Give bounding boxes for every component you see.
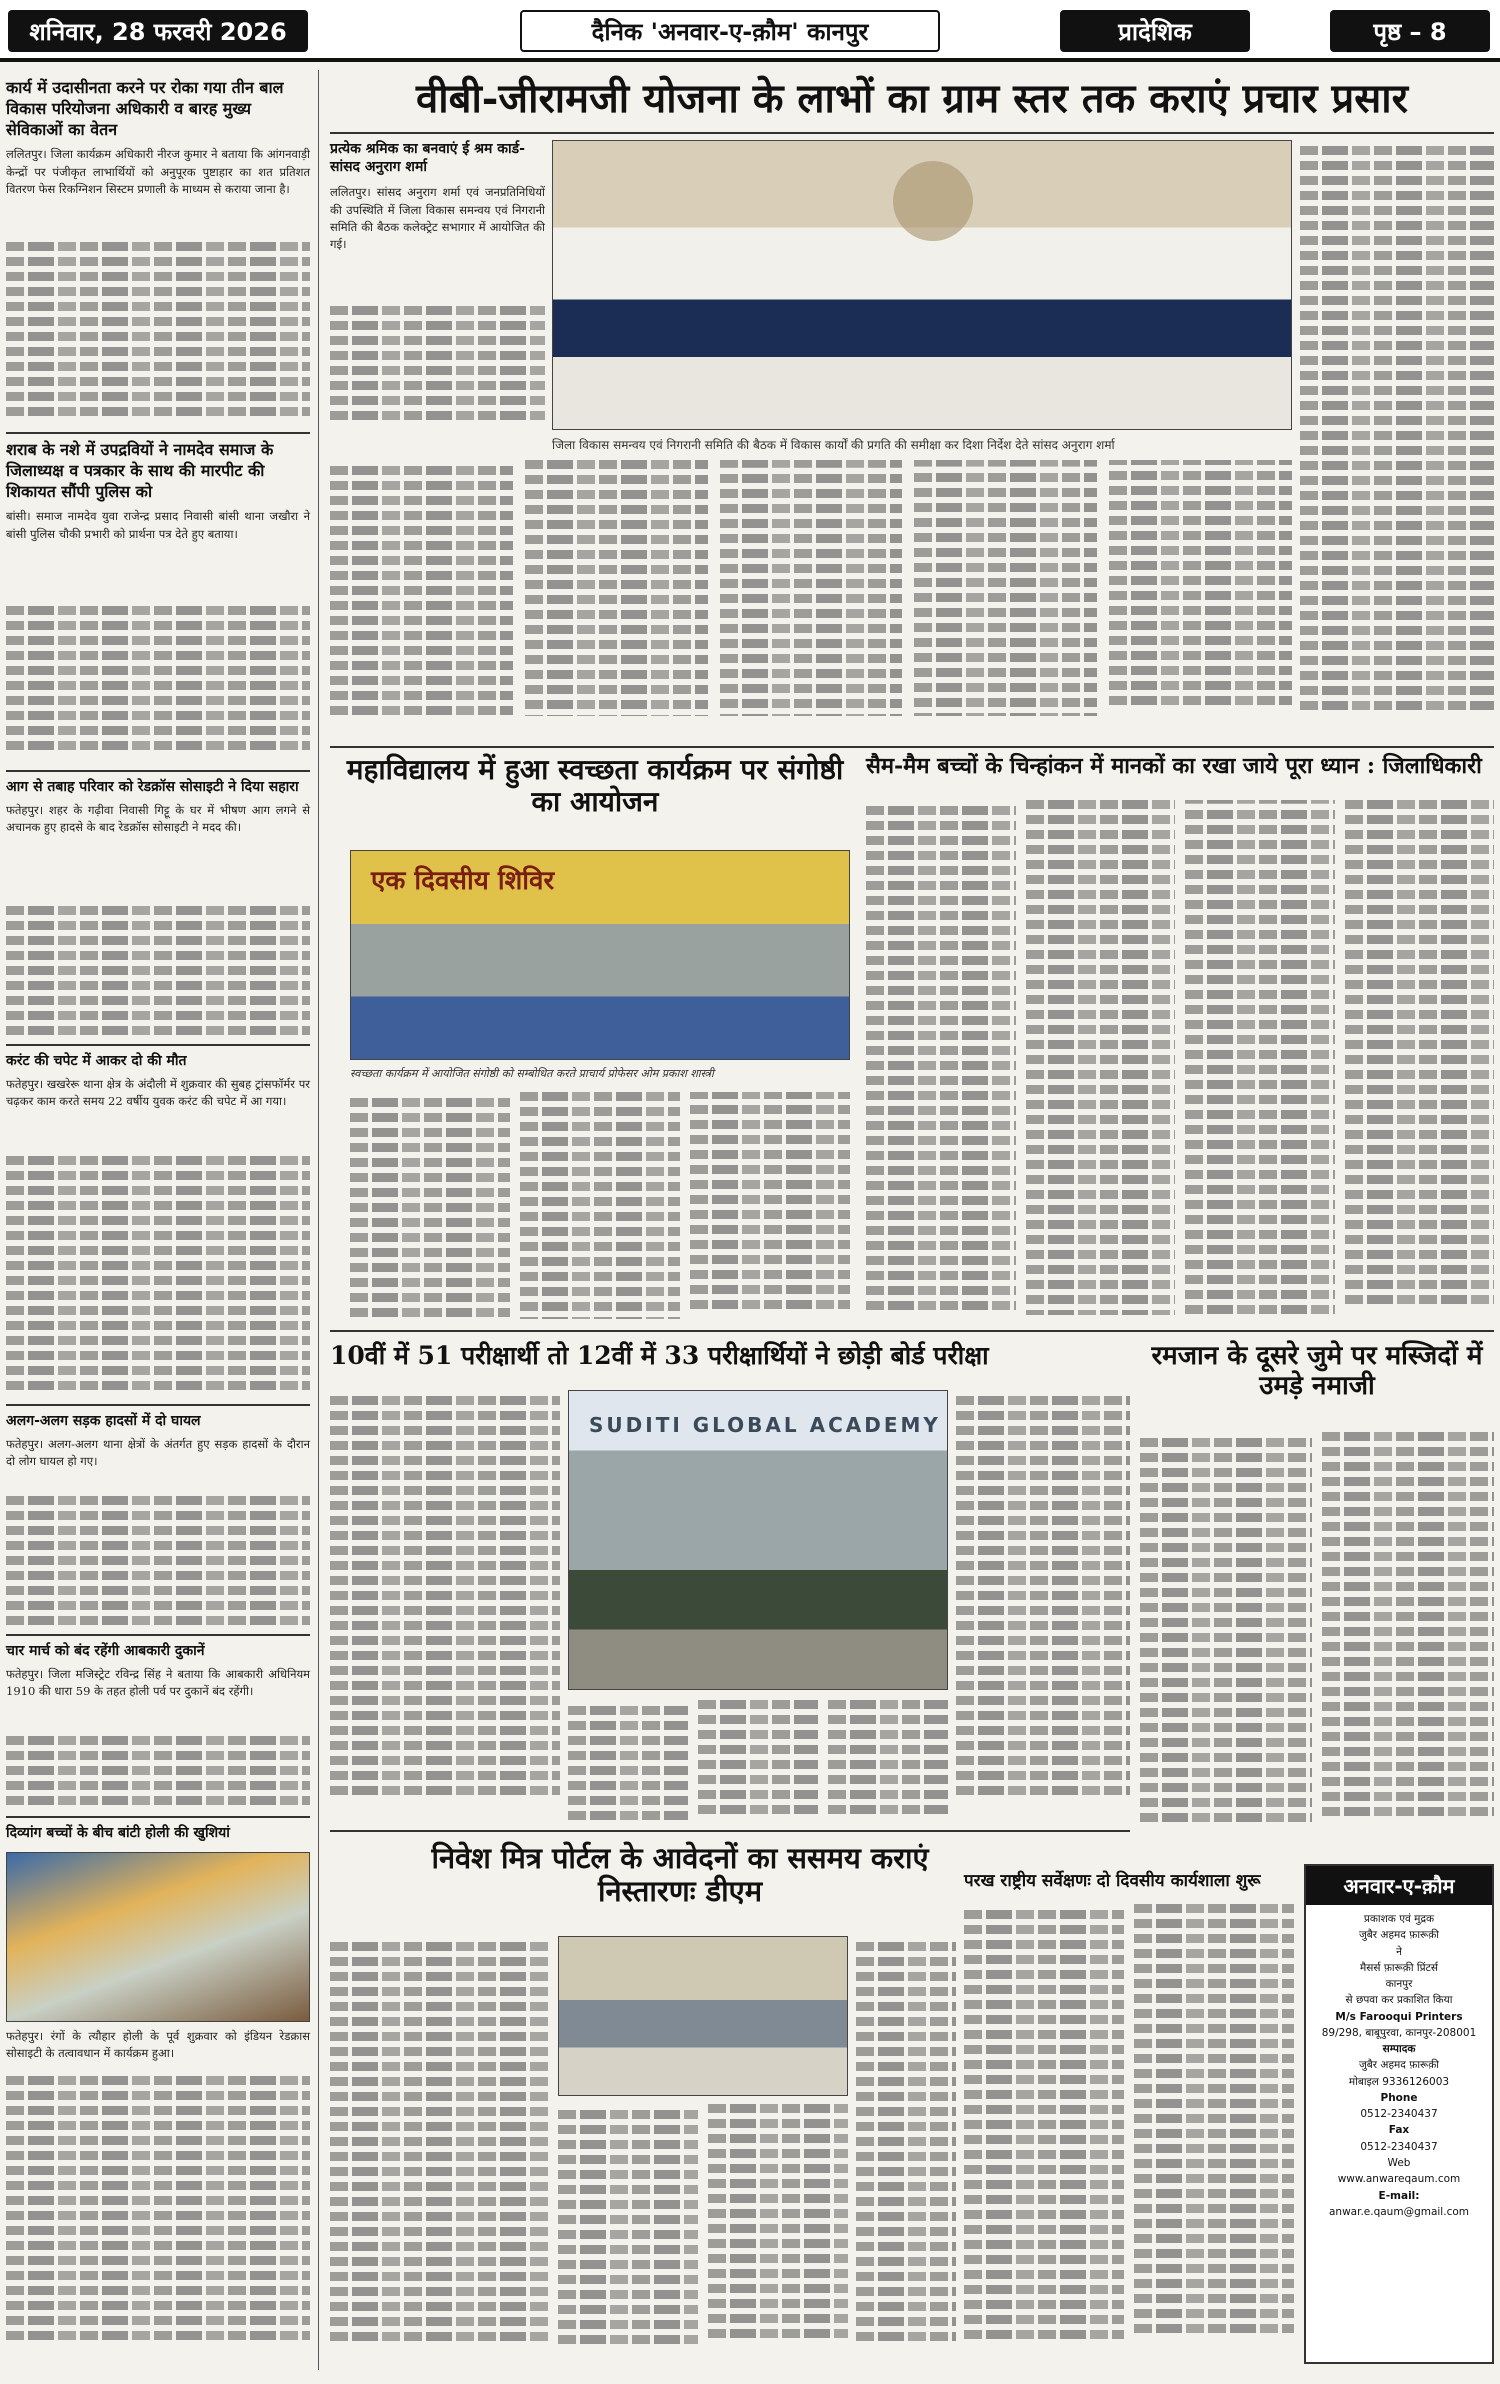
exam-headline: 10वीं में 51 परीक्षार्थी तो 12वीं में 33 परीक्षार्थियों ने छोड़ी बोर्ड परीक्षा — [330, 1341, 989, 1370]
imprint-line: जुबैर अहमद फ़ारूक़ी — [1359, 2059, 1439, 2072]
left-story-3 — [6, 778, 310, 837]
divider — [6, 1044, 310, 1046]
left-story-7-body — [6, 2070, 310, 2360]
parakh-headline: परख राष्ट्रीय सर्वेक्षणः दो दिवसीय कार्यशाला शुरू — [964, 1871, 1261, 1891]
exam-photo — [568, 1390, 948, 1690]
lead-photo — [552, 140, 1292, 430]
imprint-line: Phone — [1380, 2091, 1418, 2104]
college-banner: एक दिवसीय शिविर — [371, 866, 555, 896]
imprint-line: मोबाइल 9336126003 — [1348, 2075, 1450, 2088]
left-story-1-text: ललितपुर। जिला कार्यक्रम अधिकारी नीरज कुमार ने बताया कि आंगनवाड़ी केन्द्रों पर पंजीकृत लाभार्थियों को अनुपूरक पुष्टाहार का शत प्रतिशत वितरण फेस रिकग्निशन सिस्टम प्रणाली के माध्यम से कराया जाना है। — [6, 147, 310, 196]
imprint-box — [1304, 1864, 1494, 2364]
exam-body-below — [568, 1700, 948, 1820]
imprint-title: अनवार-ए-क़ौम — [1306, 1866, 1492, 1905]
divider — [330, 746, 1494, 748]
left-story-6 — [6, 1642, 310, 1701]
imprint-line: प्रकाशक एवं मुद्रक — [1363, 1913, 1435, 1925]
left-story-7-text: फतेहपुर। रंगों के त्यौहार होली के पूर्व शुक्रवार को इंडियन रेडक्रास सोसाइटी के तत्वावधान में कार्यक्रम हुआ। — [6, 2029, 310, 2061]
imprint-line: M/s Farooqui Printers — [1335, 2010, 1463, 2023]
divider — [6, 1816, 310, 1818]
school-sign: SUDITI GLOBAL ACADEMY — [589, 1413, 941, 1437]
left-story-6-headline: चार मार्च को बंद रहेंगी आबकारी दुकानें — [6, 1643, 205, 1659]
ramzan-body — [1140, 1432, 1494, 1852]
lead-body-col-right — [1300, 140, 1494, 740]
imprint-line: Fax — [1388, 2124, 1410, 2137]
left-story-7 — [6, 1824, 310, 1842]
ramzan-headline: रमजान के दूसरे जुमे पर मस्जिदों में उमड़े नमाजी — [1151, 1341, 1483, 1401]
left-story-1-body — [6, 236, 310, 426]
left-story-4 — [6, 1052, 310, 1111]
imprint-line: E-mail: — [1378, 2189, 1420, 2202]
imprint-line: Web — [1387, 2156, 1411, 2169]
lead-body-columns — [330, 460, 1292, 740]
masthead — [0, 0, 1500, 62]
divider — [6, 432, 310, 434]
imprint-line: ने — [1396, 1945, 1402, 1958]
nivesh-photo — [558, 1936, 848, 2096]
left-story-6-text: फतेहपुर। जिला मजिस्ट्रेट रविन्द्र सिंह ने बताया कि आबकारी अधिनियम 1910 की धारा 59 के तहत होली पर्व पर दुकानें बंद रहेंगी। — [6, 1667, 310, 1699]
college-headline: महाविद्यालय में हुआ स्वच्छता कार्यक्रम पर संगोष्ठी का आयोजन — [346, 753, 844, 819]
masthead-page: पृष्ठ – 8 — [1330, 10, 1490, 52]
left-story-5-body — [6, 1490, 310, 1630]
masthead-date: शनिवार, 28 फरवरी 2026 — [8, 10, 308, 52]
imprint-line: 89/298, बाबूपुरवा, कानपुर-208001 — [1321, 2026, 1477, 2039]
exam-body-right — [956, 1390, 1130, 1820]
masthead-paper: दैनिक 'अनवार-ए-क़ौम' कानपुर — [520, 10, 940, 52]
imprint-lines — [1306, 1905, 1492, 2226]
left-story-7-headline: दिव्यांग बच्चों के बीच बांटी होली की खुशियां — [6, 1825, 230, 1841]
lead-intro: ललितपुर। सांसद अनुराग शर्मा एवं जनप्रतिनिधियों की उपस्थिति में जिला विकास समन्वय एवं निगरानी समिति की बैठक कलेक्ट्रेट सभागार में आयोजित की गई। — [330, 185, 545, 252]
divider — [6, 1404, 310, 1406]
imprint-line: जुबैर अहमद फ़ारूक़ी — [1359, 1929, 1439, 1942]
left-story-3-body — [6, 900, 310, 1040]
left-story-2-text: बांसी। समाज नामदेव युवा राजेन्द्र प्रसाद निवासी बांसी थाना जखौरा ने बांसी पुलिस चौकी प्रभारी को प्रार्थना पत्र देते हुए बताया। — [6, 509, 310, 541]
nivesh-body-left — [330, 1936, 550, 2366]
imprint-line: www.anwareqaum.com — [1337, 2173, 1461, 2186]
divider — [330, 132, 1494, 134]
college-caption: स्वच्छता कार्यक्रम में आयोजित संगोष्ठी को सम्बोधित करते प्राचार्य प्रोफेसर ओम प्रकाश शास्त्री — [350, 1067, 714, 1080]
divider — [330, 1830, 1130, 1832]
divider — [330, 1330, 1494, 1332]
lead-kicker: प्रत्येक श्रमिक का बनवाएं ई श्रम कार्ड- सांसद अनुराग शर्मा — [330, 141, 525, 176]
left-story-4-headline: करंट की चपेट में आकर दो की मौत — [6, 1053, 187, 1069]
left-story-5-headline: अलग-अलग सड़क हादसों में दो घायल — [6, 1413, 201, 1429]
lead-caption: जिला विकास समन्वय एवं निगरानी समिति की बैठक में विकास कार्यों की प्रगति की समीक्षा कर दिशा निर्देश देते सांसद अनुराग शर्मा — [552, 438, 1115, 452]
college-photo — [350, 850, 850, 1060]
left-story-1 — [6, 78, 310, 198]
imprint-line: सम्पादक — [1382, 2043, 1416, 2056]
left-story-4-body — [6, 1150, 310, 1400]
nivesh-body-mid — [558, 2104, 848, 2366]
college-body — [350, 1092, 850, 1322]
emblem-icon — [893, 161, 973, 241]
nivesh-headline: निवेश मित्र पोर्टल के आवेदनों का ससमय कराएं निस्तारणः डीएम — [431, 1841, 929, 1909]
imprint-line: anwar.e.qaum@gmail.com — [1328, 2205, 1469, 2218]
sam-body — [866, 800, 1494, 1320]
left-story-6-body — [6, 1730, 310, 1810]
left-story-3-headline: आग से तबाह परिवार को रेडक्रॉस सोसाइटी ने दिया सहारा — [6, 779, 299, 795]
lead-kicker-box — [330, 140, 545, 253]
lead-headline: वीबी-जीरामजी योजना के लाभों का ग्राम स्तर तक कराएं प्रचार प्रसार — [416, 75, 1408, 122]
imprint-line: कानपुर — [1385, 1978, 1413, 1991]
exam-body-left — [330, 1390, 560, 1820]
masthead-section: प्रादेशिक — [1060, 10, 1250, 52]
lead-body-col-1 — [330, 300, 545, 430]
left-story-5-text: फतेहपुर। अलग-अलग थाना क्षेत्रों के अंतर्गत हुए सड़क हादसों के दौरान दो लोग घायल हो गए। — [6, 1437, 310, 1469]
left-story-4-text: फतेहपुर। खखरेरू थाना क्षेत्र के अंदौली में शुक्रवार की सुबह ट्रांसफॉर्मर पर चढ़कर काम करते समय 22 वर्षीय युवक करंट की चपेट में आ गया। — [6, 1077, 310, 1109]
holi-photo — [6, 1852, 310, 2022]
left-story-3-text: फतेहपुर। शहर के गढ़ीवा निवासी गिट्टू के घर में भीषण आग लगने से अचानक हुए हादसे के बाद रेडक्रॉस सोसाइटी ने मदद की। — [6, 803, 310, 835]
left-story-2 — [6, 440, 310, 543]
sam-headline: सैम-मैम बच्चों के चिन्हांकन में मानकों का रखा जाये पूरा ध्यान : जिलाधिकारी — [866, 753, 1482, 779]
imprint-line: 0512-2340437 — [1360, 2140, 1438, 2153]
divider — [6, 770, 310, 772]
column-divider — [318, 70, 319, 2370]
imprint-line: मैसर्स फ़ारूक़ी प्रिंटर्स — [1360, 1961, 1438, 1974]
nivesh-body-right — [856, 1936, 956, 2366]
imprint-line: से छपवा कर प्रकाशित किया — [1345, 1994, 1453, 2007]
divider — [6, 1634, 310, 1636]
left-story-5 — [6, 1412, 310, 1471]
left-story-1-headline: कार्य में उदासीनता करने पर रोका गया तीन बाल विकास परियोजना अधिकारी व बारह मुख्य सेविकाओं का वेतन — [6, 78, 284, 139]
parakh-body — [964, 1904, 1294, 2366]
left-story-2-headline: शराब के नशे में उपद्रवियों ने नामदेव समाज के जिलाध्यक्ष व पत्रकार के साथ की मारपीट की शिकायत सौंपी पुलिस को — [6, 440, 274, 501]
imprint-line: 0512-2340437 — [1360, 2108, 1438, 2121]
left-story-2-body — [6, 600, 310, 760]
